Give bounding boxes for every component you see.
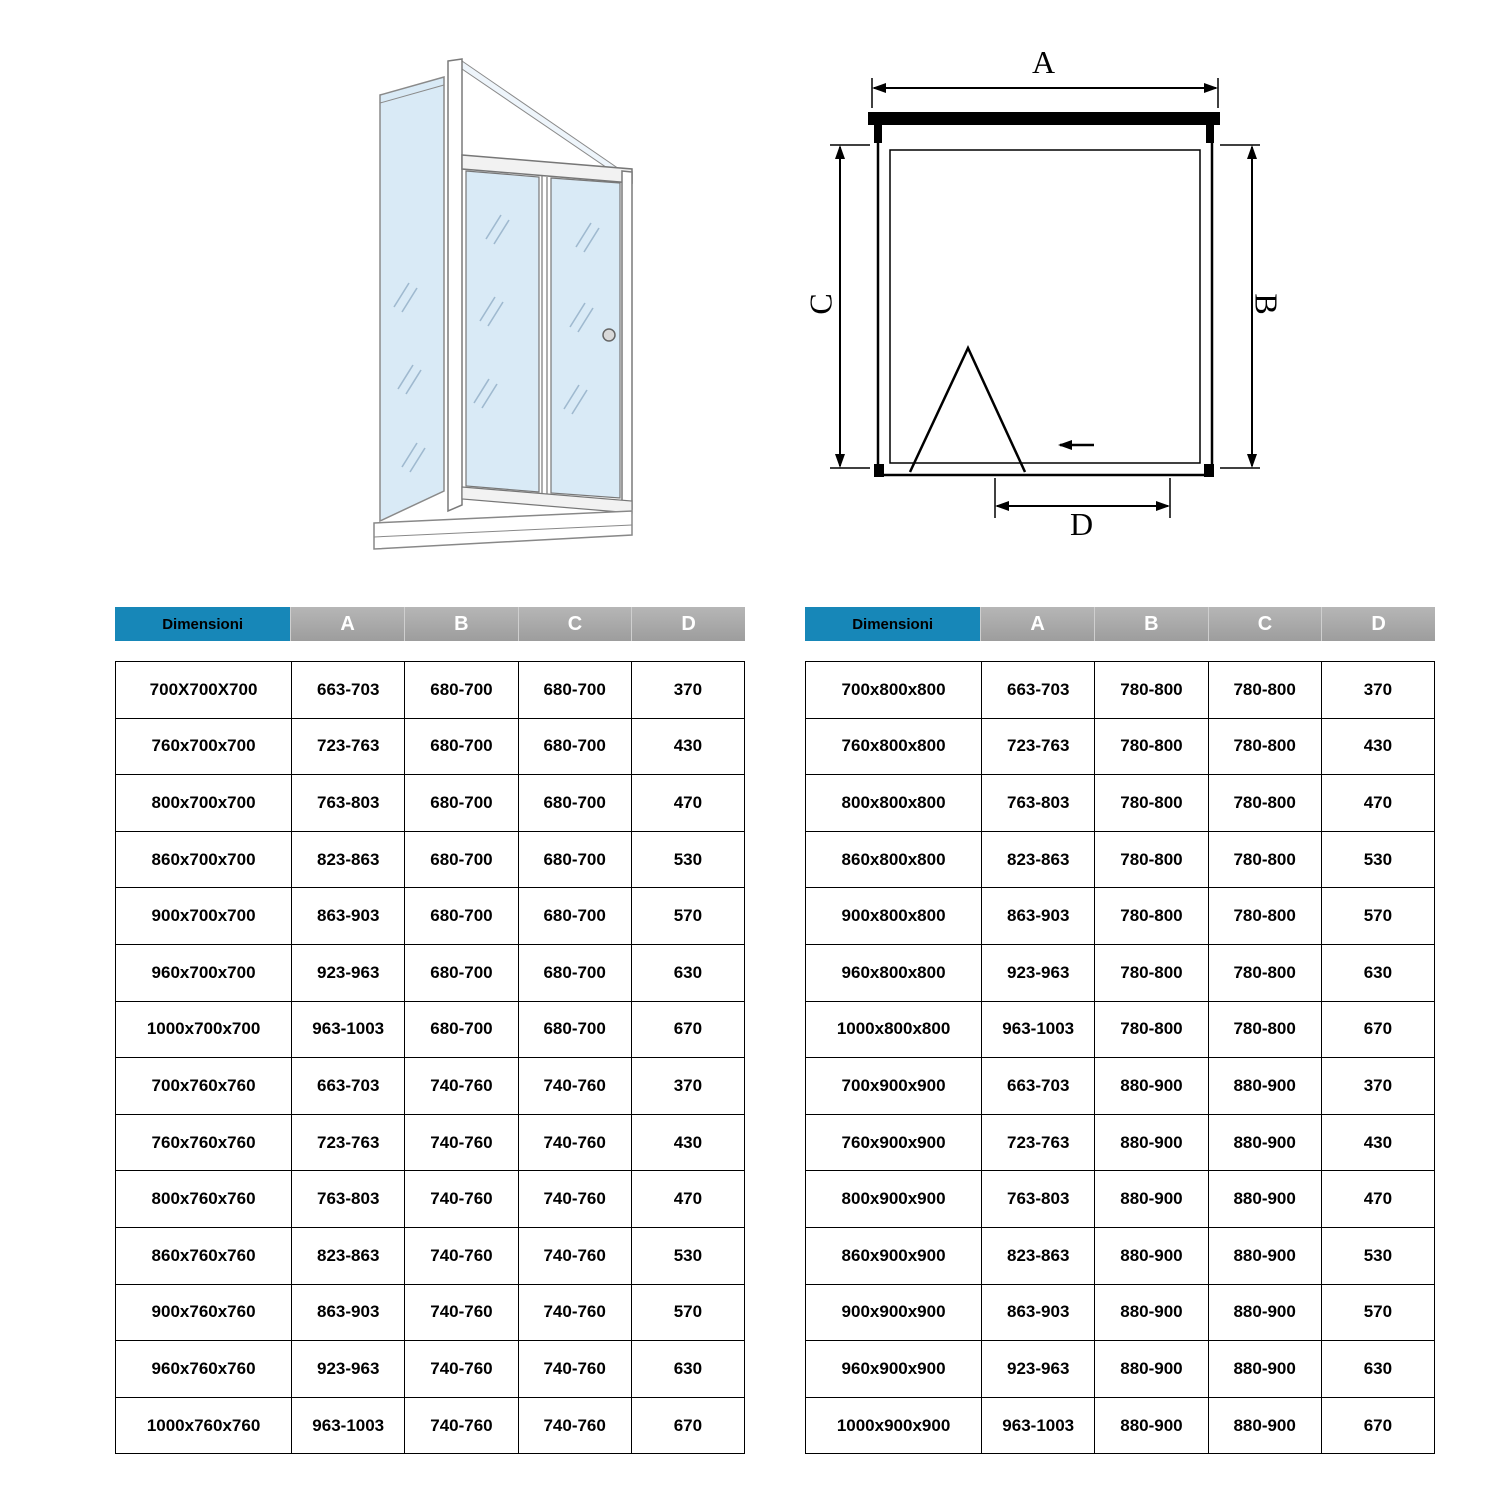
header-b: B [405, 607, 519, 641]
cell-value: 880-900 [1095, 1058, 1208, 1115]
table-row [116, 888, 745, 945]
cell-dimension: 1000x800x800 [806, 1001, 982, 1058]
table-row [116, 1341, 745, 1398]
cell-value: 430 [1321, 718, 1434, 775]
cell-dimension: 860x700x700 [116, 831, 292, 888]
cell-value: 780-800 [1095, 775, 1208, 832]
cell-value: 780-800 [1095, 1001, 1208, 1058]
cell-value: 680-700 [405, 718, 518, 775]
cell-value: 680-700 [518, 775, 631, 832]
cell-value: 863-903 [982, 888, 1095, 945]
shower-enclosure-3d-drawing [370, 35, 650, 565]
cell-value: 663-703 [292, 1058, 405, 1115]
cell-value: 880-900 [1208, 1284, 1321, 1341]
cell-value: 780-800 [1208, 718, 1321, 775]
cell-dimension: 900x800x800 [806, 888, 982, 945]
cell-value: 780-800 [1095, 944, 1208, 1001]
cell-value: 740-760 [518, 1171, 631, 1228]
cell-value: 880-900 [1208, 1114, 1321, 1171]
cell-value: 680-700 [405, 775, 518, 832]
header-b: B [1095, 607, 1209, 641]
cell-value: 880-900 [1208, 1397, 1321, 1454]
cell-dimension: 760x800x800 [806, 718, 982, 775]
table-row [116, 1284, 745, 1341]
cell-value: 880-900 [1208, 1227, 1321, 1284]
cell-value: 680-700 [518, 944, 631, 1001]
cell-value: 740-760 [518, 1284, 631, 1341]
cell-dimension: 1000x700x700 [116, 1001, 292, 1058]
table-row [806, 775, 1435, 832]
cell-value: 570 [1321, 888, 1434, 945]
cell-value: 763-803 [292, 775, 405, 832]
cell-value: 923-963 [292, 944, 405, 1001]
table-body [115, 661, 745, 1454]
header-a: A [291, 607, 405, 641]
cell-value: 880-900 [1095, 1284, 1208, 1341]
cell-dimension: 760x760x760 [116, 1114, 292, 1171]
cell-dimension: 800x900x900 [806, 1171, 982, 1228]
cell-value: 570 [631, 1284, 744, 1341]
cell-value: 823-863 [982, 1227, 1095, 1284]
cell-value: 470 [631, 1171, 744, 1228]
cell-value: 470 [1321, 1171, 1434, 1228]
cell-value: 530 [1321, 831, 1434, 888]
cell-value: 923-963 [982, 944, 1095, 1001]
cell-dimension: 960x900x900 [806, 1341, 982, 1398]
cell-value: 880-900 [1095, 1341, 1208, 1398]
door-handle [603, 329, 615, 341]
cell-dimension: 700X700X700 [116, 662, 292, 719]
cell-value: 780-800 [1095, 888, 1208, 945]
cell-value: 780-800 [1095, 831, 1208, 888]
cell-dimension: 700x760x760 [116, 1058, 292, 1115]
right-post [622, 171, 632, 509]
cell-value: 530 [631, 1227, 744, 1284]
cell-value: 370 [631, 662, 744, 719]
cell-value: 680-700 [518, 1001, 631, 1058]
cell-value: 740-760 [405, 1397, 518, 1454]
cell-value: 740-760 [405, 1171, 518, 1228]
header-dimensioni: Dimensioni [115, 607, 291, 641]
table-row [116, 1114, 745, 1171]
cell-value: 670 [1321, 1397, 1434, 1454]
cell-value: 923-963 [982, 1341, 1095, 1398]
cell-dimension: 760x700x700 [116, 718, 292, 775]
cell-value: 630 [1321, 1341, 1434, 1398]
table-row [806, 1227, 1435, 1284]
cell-value: 963-1003 [292, 1397, 405, 1454]
cell-value: 880-900 [1208, 1171, 1321, 1228]
shower-enclosure-3d-svg [370, 35, 650, 565]
side-panel-glass [380, 77, 444, 521]
table-row [806, 1114, 1435, 1171]
cell-value: 470 [1321, 775, 1434, 832]
spec-tables [115, 607, 1435, 1454]
table-row [806, 831, 1435, 888]
table-row [116, 1058, 745, 1115]
cell-dimension: 700x800x800 [806, 662, 982, 719]
cell-value: 430 [631, 1114, 744, 1171]
table-row [116, 831, 745, 888]
header-a: A [981, 607, 1095, 641]
cell-value: 740-760 [518, 1397, 631, 1454]
table-row [116, 1227, 745, 1284]
cell-value: 430 [1321, 1114, 1434, 1171]
table-row [116, 775, 745, 832]
cell-value: 370 [1321, 662, 1434, 719]
cell-value: 740-760 [518, 1058, 631, 1115]
table-row [116, 662, 745, 719]
cell-value: 680-700 [405, 888, 518, 945]
cell-value: 740-760 [405, 1114, 518, 1171]
table-header-row [805, 607, 1435, 641]
table-row [806, 1397, 1435, 1454]
table-row [806, 718, 1435, 775]
cell-value: 630 [631, 1341, 744, 1398]
cell-value: 680-700 [405, 831, 518, 888]
spec-table-left [115, 607, 745, 1454]
cell-dimension: 760x900x900 [806, 1114, 982, 1171]
cell-value: 780-800 [1208, 662, 1321, 719]
cell-value: 470 [631, 775, 744, 832]
cell-dimension: 900x900x900 [806, 1284, 982, 1341]
cell-value: 923-963 [292, 1341, 405, 1398]
cell-dimension: 960x800x800 [806, 944, 982, 1001]
cell-value: 370 [631, 1058, 744, 1115]
cell-value: 680-700 [518, 831, 631, 888]
cell-value: 880-900 [1208, 1058, 1321, 1115]
cell-value: 780-800 [1208, 888, 1321, 945]
cell-value: 663-703 [292, 662, 405, 719]
cell-value: 863-903 [292, 1284, 405, 1341]
dim-label-a: A [1032, 44, 1056, 80]
table-row [806, 888, 1435, 945]
dim-label-b: B [1248, 293, 1285, 315]
cell-value: 630 [631, 944, 744, 1001]
cell-value: 723-763 [292, 1114, 405, 1171]
cell-value: 723-763 [292, 718, 405, 775]
cell-dimension: 1000x760x760 [116, 1397, 292, 1454]
table-row [806, 1001, 1435, 1058]
table-row [806, 1171, 1435, 1228]
cell-value: 740-760 [405, 1284, 518, 1341]
enclosure-outline [878, 141, 1212, 475]
cell-value: 823-863 [292, 831, 405, 888]
table-row [806, 1058, 1435, 1115]
table-row [806, 1284, 1435, 1341]
cell-dimension: 860x760x760 [116, 1227, 292, 1284]
cell-dimension: 900x760x760 [116, 1284, 292, 1341]
cell-value: 740-760 [518, 1227, 631, 1284]
cell-value: 740-760 [405, 1058, 518, 1115]
cell-value: 780-800 [1095, 662, 1208, 719]
cell-value: 430 [631, 718, 744, 775]
cell-dimension: 800x800x800 [806, 775, 982, 832]
cell-value: 880-900 [1095, 1397, 1208, 1454]
top-view-svg [810, 50, 1280, 540]
cell-value: 763-803 [982, 1171, 1095, 1228]
top-wall-bar [868, 112, 1220, 125]
cell-value: 863-903 [982, 1284, 1095, 1341]
cell-value: 630 [1321, 944, 1434, 1001]
cell-value: 530 [1321, 1227, 1434, 1284]
dim-label-c: C [802, 293, 839, 315]
cell-value: 963-1003 [292, 1001, 405, 1058]
top-view-dimension-diagram [802, 44, 1285, 542]
table-row [116, 1171, 745, 1228]
header-c: C [519, 607, 633, 641]
cell-value: 680-700 [405, 1001, 518, 1058]
table-row [806, 1341, 1435, 1398]
table-row [116, 944, 745, 1001]
cell-value: 680-700 [405, 944, 518, 1001]
cell-value: 670 [1321, 1001, 1434, 1058]
cell-value: 740-760 [518, 1341, 631, 1398]
cell-value: 763-803 [292, 1171, 405, 1228]
cell-value: 880-900 [1208, 1341, 1321, 1398]
bifold-door-left-glass [466, 171, 539, 492]
cell-dimension: 800x700x700 [116, 775, 292, 832]
cell-value: 670 [631, 1001, 744, 1058]
cell-value: 663-703 [982, 662, 1095, 719]
header-c: C [1209, 607, 1323, 641]
cell-value: 680-700 [405, 662, 518, 719]
cell-value: 680-700 [518, 888, 631, 945]
cell-value: 680-700 [518, 662, 631, 719]
cell-value: 530 [631, 831, 744, 888]
cell-value: 663-703 [982, 1058, 1095, 1115]
cell-dimension: 1000x900x900 [806, 1397, 982, 1454]
cell-value: 680-700 [518, 718, 631, 775]
cell-value: 823-863 [292, 1227, 405, 1284]
cell-dimension: 960x760x760 [116, 1341, 292, 1398]
cell-dimension: 860x800x800 [806, 831, 982, 888]
dim-label-d: D [1070, 506, 1094, 542]
header-d: D [632, 607, 745, 641]
table-row [806, 944, 1435, 1001]
cell-value: 370 [1321, 1058, 1434, 1115]
cell-dimension: 960x700x700 [116, 944, 292, 1001]
corner-post [448, 59, 462, 511]
cell-value: 570 [631, 888, 744, 945]
spec-table-right [805, 607, 1435, 1454]
table-row [116, 718, 745, 775]
cell-value: 570 [1321, 1284, 1434, 1341]
cell-dimension: 700x900x900 [806, 1058, 982, 1115]
cell-value: 780-800 [1208, 775, 1321, 832]
table-header-row [115, 607, 745, 641]
header-dimensioni: Dimensioni [805, 607, 981, 641]
table-row [116, 1397, 745, 1454]
cell-value: 723-763 [982, 718, 1095, 775]
door-swing-lines [910, 348, 1025, 472]
cell-value: 740-760 [518, 1114, 631, 1171]
cell-value: 780-800 [1208, 944, 1321, 1001]
cell-value: 763-803 [982, 775, 1095, 832]
cell-value: 723-763 [982, 1114, 1095, 1171]
cell-value: 863-903 [292, 888, 405, 945]
cell-value: 880-900 [1095, 1227, 1208, 1284]
cell-value: 780-800 [1208, 831, 1321, 888]
cell-value: 740-760 [405, 1341, 518, 1398]
cell-value: 880-900 [1095, 1114, 1208, 1171]
cell-value: 780-800 [1095, 718, 1208, 775]
table-body [805, 661, 1435, 1454]
table-row [806, 662, 1435, 719]
cell-value: 963-1003 [982, 1001, 1095, 1058]
header-d: D [1322, 607, 1435, 641]
cell-value: 880-900 [1095, 1171, 1208, 1228]
cell-dimension: 860x900x900 [806, 1227, 982, 1284]
cell-value: 963-1003 [982, 1397, 1095, 1454]
cell-value: 740-760 [405, 1227, 518, 1284]
cell-value: 670 [631, 1397, 744, 1454]
table-row [116, 1001, 745, 1058]
shower-tray [374, 511, 632, 549]
cell-value: 823-863 [982, 831, 1095, 888]
cell-value: 780-800 [1208, 1001, 1321, 1058]
cell-dimension: 800x760x760 [116, 1171, 292, 1228]
cell-dimension: 900x700x700 [116, 888, 292, 945]
